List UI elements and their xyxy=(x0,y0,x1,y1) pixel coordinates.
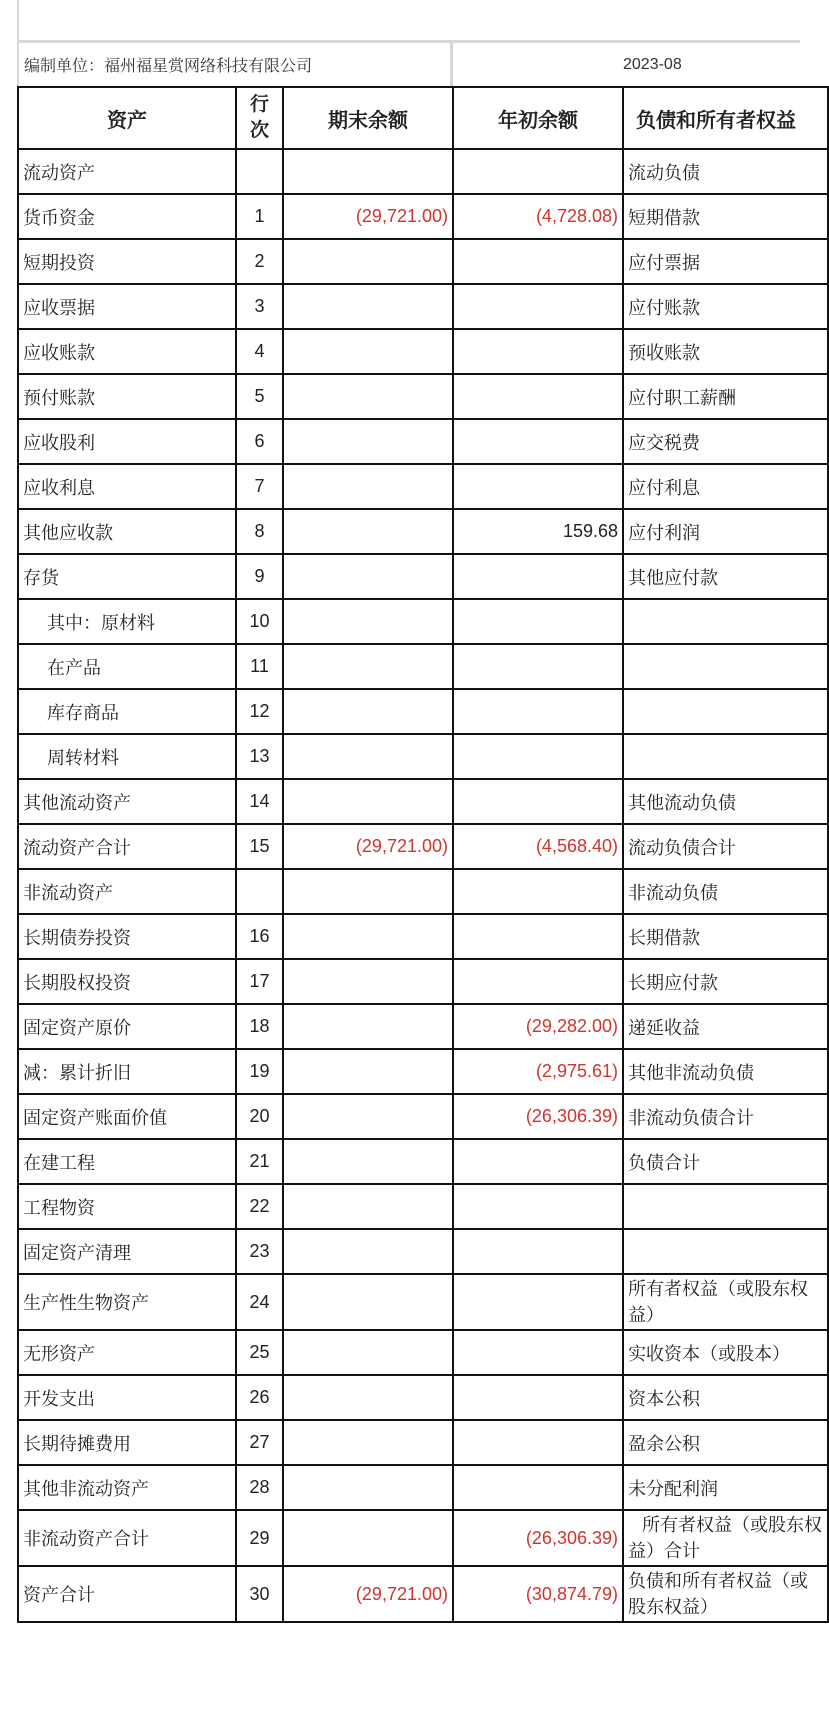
row-number-cell: 20 xyxy=(236,1094,283,1139)
table-row xyxy=(18,734,828,779)
table-row xyxy=(18,1465,828,1510)
begin-balance-cell xyxy=(453,1139,623,1184)
liability-item-cell: 应付账款 xyxy=(623,284,828,329)
liability-item-cell: 负债合计 xyxy=(623,1139,828,1184)
table-row xyxy=(18,1566,828,1622)
asset-item-cell: 应收账款 xyxy=(18,329,236,374)
end-balance-cell xyxy=(283,374,453,419)
begin-balance-cell xyxy=(453,239,623,284)
column-header-liability: 负债和所有者权益 xyxy=(623,87,828,149)
asset-item-cell: 其他流动资产 xyxy=(18,779,236,824)
asset-item-cell: 非流动资产合计 xyxy=(18,1510,236,1566)
begin-balance-cell xyxy=(453,284,623,329)
table-row xyxy=(18,1004,828,1049)
table-row xyxy=(18,1510,828,1566)
row-number-cell: 25 xyxy=(236,1330,283,1375)
row-number-cell xyxy=(236,149,283,194)
table-row xyxy=(18,1375,828,1420)
end-balance-cell xyxy=(283,1375,453,1420)
row-number-cell: 27 xyxy=(236,1420,283,1465)
liability-item-cell: 应付利息 xyxy=(623,464,828,509)
end-balance-cell xyxy=(283,1420,453,1465)
begin-balance-cell xyxy=(453,419,623,464)
begin-balance-cell xyxy=(453,1375,623,1420)
begin-balance-cell xyxy=(453,1274,623,1330)
row-number-cell: 17 xyxy=(236,959,283,1004)
begin-balance-cell xyxy=(453,1465,623,1510)
end-balance-cell xyxy=(283,869,453,914)
liability-item-cell: 负债和所有者权益（或股东权益） xyxy=(623,1566,828,1622)
begin-balance-cell: (29,282.00) xyxy=(453,1004,623,1049)
row-number-cell xyxy=(236,869,283,914)
report-meta-row xyxy=(17,40,800,86)
row-number-cell: 29 xyxy=(236,1510,283,1566)
row-number-cell: 11 xyxy=(236,644,283,689)
begin-balance-cell xyxy=(453,1229,623,1274)
end-balance-cell: (29,721.00) xyxy=(283,1566,453,1622)
liability-item-cell: 长期借款 xyxy=(623,914,828,959)
table-row xyxy=(18,419,828,464)
table-row xyxy=(18,689,828,734)
asset-item-cell: 生产性生物资产 xyxy=(18,1274,236,1330)
asset-item-cell: 非流动资产 xyxy=(18,869,236,914)
begin-balance-cell: (4,728.08) xyxy=(453,194,623,239)
liability-item-cell: 所有者权益（或股东权益）合计 xyxy=(623,1510,828,1566)
column-header-asset: 资产 xyxy=(18,87,236,149)
column-header-end-balance: 期末余额 xyxy=(283,87,453,149)
liability-item-cell: 其他流动负债 xyxy=(623,779,828,824)
asset-item-cell: 长期债券投资 xyxy=(18,914,236,959)
row-number-cell: 24 xyxy=(236,1274,283,1330)
asset-item-cell: 预付账款 xyxy=(18,374,236,419)
begin-balance-cell xyxy=(453,329,623,374)
liability-item-cell: 所有者权益（或股东权益） xyxy=(623,1274,828,1330)
end-balance-cell xyxy=(283,1510,453,1566)
row-number-cell: 1 xyxy=(236,194,283,239)
liability-item-cell: 流动负债 xyxy=(623,149,828,194)
row-number-cell: 14 xyxy=(236,779,283,824)
begin-balance-cell: (30,874.79) xyxy=(453,1566,623,1622)
begin-balance-cell: 159.68 xyxy=(453,509,623,554)
asset-item-cell: 应收票据 xyxy=(18,284,236,329)
liability-item-cell xyxy=(623,1184,828,1229)
asset-item-cell: 固定资产原价 xyxy=(18,1004,236,1049)
end-balance-cell xyxy=(283,599,453,644)
table-row xyxy=(18,554,828,599)
asset-item-cell: 流动资产合计 xyxy=(18,824,236,869)
asset-item-cell: 货币资金 xyxy=(18,194,236,239)
liability-item-cell: 应付利润 xyxy=(623,509,828,554)
table-row xyxy=(18,869,828,914)
begin-balance-cell xyxy=(453,1184,623,1229)
table-row xyxy=(18,1420,828,1465)
table-row xyxy=(18,239,828,284)
row-number-cell: 10 xyxy=(236,599,283,644)
row-number-cell: 26 xyxy=(236,1375,283,1420)
end-balance-cell xyxy=(283,284,453,329)
end-balance-cell: (29,721.00) xyxy=(283,194,453,239)
sheet-top-strip xyxy=(17,0,817,40)
row-number-cell: 12 xyxy=(236,689,283,734)
liability-item-cell: 长期应付款 xyxy=(623,959,828,1004)
table-row xyxy=(18,464,828,509)
row-number-cell: 15 xyxy=(236,824,283,869)
asset-item-cell: 资产合计 xyxy=(18,1566,236,1622)
table-row xyxy=(18,1139,828,1184)
begin-balance-cell xyxy=(453,734,623,779)
end-balance-cell xyxy=(283,419,453,464)
end-balance-cell xyxy=(283,1274,453,1330)
liability-item-cell: 其他应付款 xyxy=(623,554,828,599)
table-row xyxy=(18,824,828,869)
row-number-cell: 5 xyxy=(236,374,283,419)
table-row xyxy=(18,149,828,194)
end-balance-cell xyxy=(283,959,453,1004)
table-row xyxy=(18,284,828,329)
liability-item-cell xyxy=(623,644,828,689)
row-number-cell: 16 xyxy=(236,914,283,959)
end-balance-cell xyxy=(283,644,453,689)
row-number-cell: 22 xyxy=(236,1184,283,1229)
end-balance-cell xyxy=(283,239,453,284)
row-number-cell: 7 xyxy=(236,464,283,509)
end-balance-cell xyxy=(283,1229,453,1274)
table-row xyxy=(18,194,828,239)
liability-item-cell: 非流动负债合计 xyxy=(623,1094,828,1139)
table-row xyxy=(18,509,828,554)
asset-item-cell: 应收利息 xyxy=(18,464,236,509)
row-number-cell: 2 xyxy=(236,239,283,284)
asset-item-cell: 固定资产账面价值 xyxy=(18,1094,236,1139)
end-balance-cell xyxy=(283,1049,453,1094)
begin-balance-cell xyxy=(453,149,623,194)
column-header-begin-balance: 年初余额 xyxy=(453,87,623,149)
table-row xyxy=(18,914,828,959)
liability-item-cell xyxy=(623,1229,828,1274)
end-balance-cell xyxy=(283,914,453,959)
liability-item-cell: 应交税费 xyxy=(623,419,828,464)
row-number-cell: 9 xyxy=(236,554,283,599)
asset-item-cell: 其他应收款 xyxy=(18,509,236,554)
end-balance-cell xyxy=(283,1094,453,1139)
end-balance-cell: (29,721.00) xyxy=(283,824,453,869)
end-balance-cell xyxy=(283,329,453,374)
table-row xyxy=(18,779,828,824)
begin-balance-cell xyxy=(453,1330,623,1375)
asset-item-cell: 在产品 xyxy=(18,644,236,689)
begin-balance-cell: (4,568.40) xyxy=(453,824,623,869)
row-number-cell: 23 xyxy=(236,1229,283,1274)
table-row xyxy=(18,1049,828,1094)
asset-item-cell: 在建工程 xyxy=(18,1139,236,1184)
liability-item-cell: 预收账款 xyxy=(623,329,828,374)
asset-item-cell: 应收股利 xyxy=(18,419,236,464)
begin-balance-cell xyxy=(453,599,623,644)
begin-balance-cell xyxy=(453,554,623,599)
begin-balance-cell: (26,306.39) xyxy=(453,1094,623,1139)
table-body xyxy=(18,149,828,1622)
table-row xyxy=(18,959,828,1004)
liability-item-cell xyxy=(623,689,828,734)
begin-balance-cell xyxy=(453,1420,623,1465)
row-number-cell: 8 xyxy=(236,509,283,554)
begin-balance-cell: (2,975.61) xyxy=(453,1049,623,1094)
table-row xyxy=(18,1274,828,1330)
end-balance-cell xyxy=(283,1184,453,1229)
end-balance-cell xyxy=(283,1004,453,1049)
end-balance-cell xyxy=(283,509,453,554)
table-row xyxy=(18,599,828,644)
row-number-cell: 3 xyxy=(236,284,283,329)
begin-balance-cell xyxy=(453,959,623,1004)
asset-item-cell: 其中：原材料 xyxy=(18,599,236,644)
asset-item-cell: 减：累计折旧 xyxy=(18,1049,236,1094)
liability-item-cell: 其他非流动负债 xyxy=(623,1049,828,1094)
begin-balance-cell: (26,306.39) xyxy=(453,1510,623,1566)
end-balance-cell xyxy=(283,1330,453,1375)
row-number-cell: 4 xyxy=(236,329,283,374)
liability-item-cell: 资本公积 xyxy=(623,1375,828,1420)
liability-item-cell: 流动负债合计 xyxy=(623,824,828,869)
asset-item-cell: 开发支出 xyxy=(18,1375,236,1420)
row-number-cell: 13 xyxy=(236,734,283,779)
end-balance-cell xyxy=(283,464,453,509)
liability-item-cell xyxy=(623,599,828,644)
begin-balance-cell xyxy=(453,779,623,824)
table-row xyxy=(18,1330,828,1375)
liability-item-cell: 递延收益 xyxy=(623,1004,828,1049)
table-row xyxy=(18,1094,828,1139)
table-row xyxy=(18,644,828,689)
row-number-cell: 19 xyxy=(236,1049,283,1094)
begin-balance-cell xyxy=(453,689,623,734)
end-balance-cell xyxy=(283,779,453,824)
table-header-row xyxy=(18,87,828,149)
begin-balance-cell xyxy=(453,644,623,689)
table-row xyxy=(18,1184,828,1229)
table-row xyxy=(18,1229,828,1274)
begin-balance-cell xyxy=(453,914,623,959)
end-balance-cell xyxy=(283,149,453,194)
table-row xyxy=(18,374,828,419)
row-number-cell: 21 xyxy=(236,1139,283,1184)
asset-item-cell: 固定资产清理 xyxy=(18,1229,236,1274)
liability-item-cell: 应付票据 xyxy=(623,239,828,284)
begin-balance-cell xyxy=(453,374,623,419)
column-header-row-no: 行次 xyxy=(236,87,283,149)
end-balance-cell xyxy=(283,689,453,734)
asset-item-cell: 存货 xyxy=(18,554,236,599)
liability-item-cell: 实收资本（或股本） xyxy=(623,1330,828,1375)
row-number-cell: 18 xyxy=(236,1004,283,1049)
row-number-cell: 28 xyxy=(236,1465,283,1510)
preparing-unit: 编制单位：福州福星赏网络科技有限公司 xyxy=(19,43,453,86)
liability-item-cell: 短期借款 xyxy=(623,194,828,239)
liability-item-cell: 应付职工薪酬 xyxy=(623,374,828,419)
asset-item-cell: 库存商品 xyxy=(18,689,236,734)
asset-item-cell: 短期投资 xyxy=(18,239,236,284)
balance-sheet-table xyxy=(17,86,829,1623)
asset-item-cell: 无形资产 xyxy=(18,1330,236,1375)
liability-item-cell: 未分配利润 xyxy=(623,1465,828,1510)
table-row xyxy=(18,329,828,374)
end-balance-cell xyxy=(283,1139,453,1184)
asset-item-cell: 工程物资 xyxy=(18,1184,236,1229)
begin-balance-cell xyxy=(453,464,623,509)
row-number-cell: 30 xyxy=(236,1566,283,1622)
end-balance-cell xyxy=(283,554,453,599)
liability-item-cell: 非流动负债 xyxy=(623,869,828,914)
end-balance-cell xyxy=(283,734,453,779)
asset-item-cell: 流动资产 xyxy=(18,149,236,194)
asset-item-cell: 长期股权投资 xyxy=(18,959,236,1004)
liability-item-cell xyxy=(623,734,828,779)
asset-item-cell: 其他非流动资产 xyxy=(18,1465,236,1510)
asset-item-cell: 周转材料 xyxy=(18,734,236,779)
asset-item-cell: 长期待摊费用 xyxy=(18,1420,236,1465)
begin-balance-cell xyxy=(453,869,623,914)
end-balance-cell xyxy=(283,1465,453,1510)
liability-item-cell: 盈余公积 xyxy=(623,1420,828,1465)
row-number-cell: 6 xyxy=(236,419,283,464)
report-period: 2023-08 xyxy=(623,55,682,73)
